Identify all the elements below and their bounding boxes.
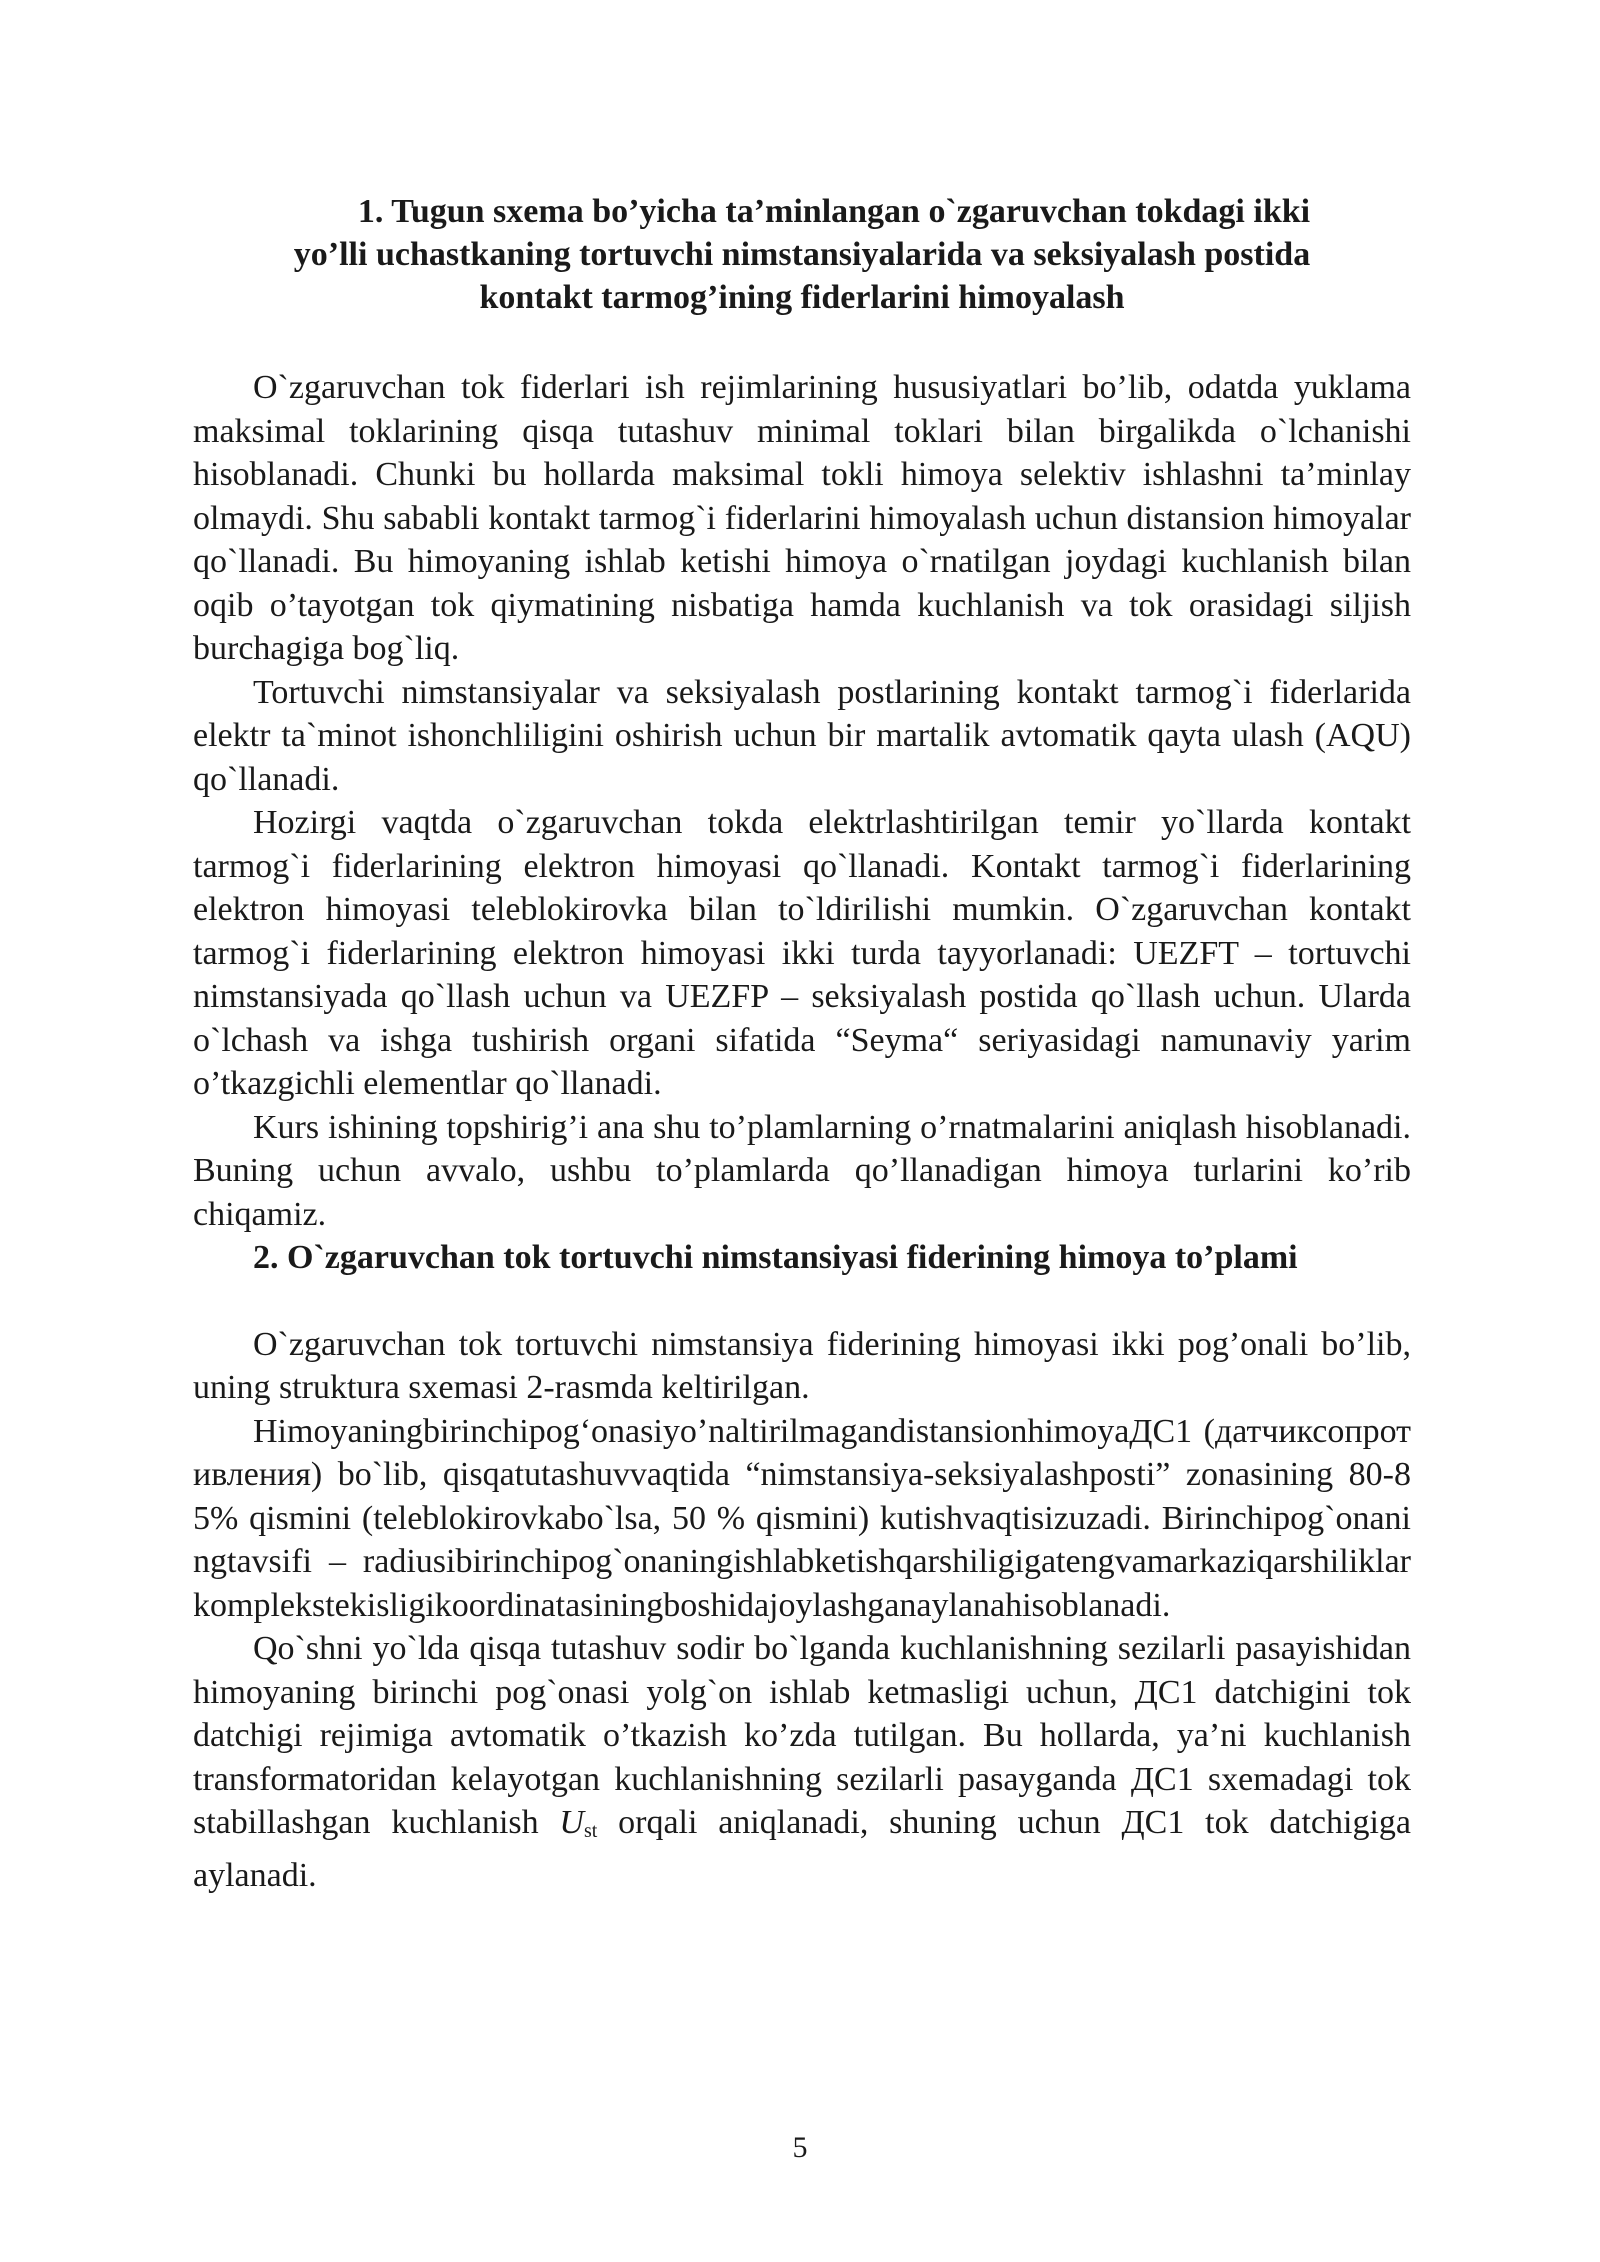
heading-line: 1. Tugun sxema bo’yicha ta’minlangan o`zgaruvchan tokdagi ikki (357, 193, 1311, 230)
voltage-symbol: U (559, 1804, 584, 1841)
paragraph-text: Qo`shni yo`lda qisqa tutashuv sodir bo`lganda kuchlanishning sezilarli pasayishidan himoyaning birinchi pog`onasi yolg`on ishlab ketmasligi uchun, ДС1 datchigini tok datchigi rejimiga avtomatik o’tkazish ko’zda tutilgan. Bu hollarda, ya’ni kuchlanish transformatoridan kelayotgan kuchlanishning sezilarli pasayganda ДС1 sxemadagi tok stabillashgan kuchlanish (193, 1630, 1411, 1841)
section-2-heading: 2. O`zgaruvchan tok tortuvchi nimstansiyasi fiderining himoya to’plami (253, 1239, 1298, 1276)
paragraph: HimoyaningbirinchipogʻonasiyoʼnaltirilmagandistansionhimoyaДС1 (датчиксопротивления) bo`lib, qisqatutashuvvaqtida “nimstansiya-seksiyalashposti” zonasining 80-85% qismini (teleblokirovkabo`lsa, 50 % qismini) kutishvaqtisizuzadi. Birinchipog`onaningtavsifi – radiusibirinchipog`onaningishlabketishqarshiligigatengvamarkaziqarshiliklarkomplekstekisligikoordinatasiningboshidajoylashganaylanahisoblanadi. (193, 1412, 1411, 1624)
paragraph: O`zgaruvchan tok fiderlari ish rejimlarining hususiyatlari bo’lib, odatda yuklama maksimal toklarining qisqa tutashuv minimal toklari bilan birgalikda o`lchanishi hisoblanadi. Chunki bu hollarda maksimal tokli himoya selektiv ishlashni ta’minlay olmaydi. Shu sababli kontakt tarmog`i fiderlarini himoyalash uchun distansion himoyalar qo`llanadi. Bu himoyaning ishlab ketishi himoya o`rnatilgan joydagi kuchlanish bilan oqib o’tayotgan tok qiymatining nisbatiga hamda kuchlanish va tok orasidagi siljish burchagiga bog`liq. (193, 369, 1411, 667)
paragraph-text: orqali aniqlanadi, shuning uchun ДС1 tok datchigiga aylanadi. (193, 1804, 1411, 1894)
paragraph: Tortuvchi nimstansiyalar va seksiyalash postlarining kontakt tarmog`i fiderlarida elektr ta`minot ishonchliligini oshirish uchun bir martalik avtomatik qayta ulash (AQU) qo`llanadi. (193, 673, 1411, 798)
page-number: 5 (792, 2131, 808, 2164)
heading-line: kontakt tarmog’ining fiderlarini himoyalash (479, 279, 1125, 316)
paragraph: Hozirgi vaqtda o`zgaruvchan tokda elektrlashtirilgan temir yo`llarda kontakt tarmog`i fiderlarining elektron himoyasi qo`llanadi. Kontakt tarmog`i fiderlarining elektron himoyasi teleblokirovka bilan to`ldirilishi mumkin. O`zgaruvchan kontakt tarmog`i fiderlarining elektron himoyasi ikki turda tayyorlanadi: UEZFT – tortuvchi nimstansiyada qo`llash uchun va UEZFP – seksiyalash postida qo`llash uchun. Ularda o`lchash va ishga tushirish organi sifatida “Seyma“ seriyasidagi namunaviy yarim o’tkazgichli elementlar qo`llanadi. (193, 804, 1411, 1102)
section-1-heading (193, 190, 1411, 319)
heading-line: yo’lli uchastkaning tortuvchi nimstansiyalarida va seksiyalash postida (293, 236, 1311, 273)
paragraph: O`zgaruvchan tok tortuvchi nimstansiya fiderining himoyasi ikki pog’onali bo’lib, uning struktura sxemasi 2-rasmda keltirilgan. (193, 1325, 1411, 1406)
paragraph (193, 1627, 1411, 1897)
paragraph: Kurs ishining topshirig’i ana shu to’plamlarning o’rnatmalarini aniqlash hisoblanadi. Buning uchun avvalo, ushbu to’plamlarda qo’llanadigan himoya turlarini ko’rib chiqamiz. (193, 1108, 1411, 1233)
voltage-subscript: st (583, 1820, 598, 1842)
document-page (193, 190, 1411, 1897)
